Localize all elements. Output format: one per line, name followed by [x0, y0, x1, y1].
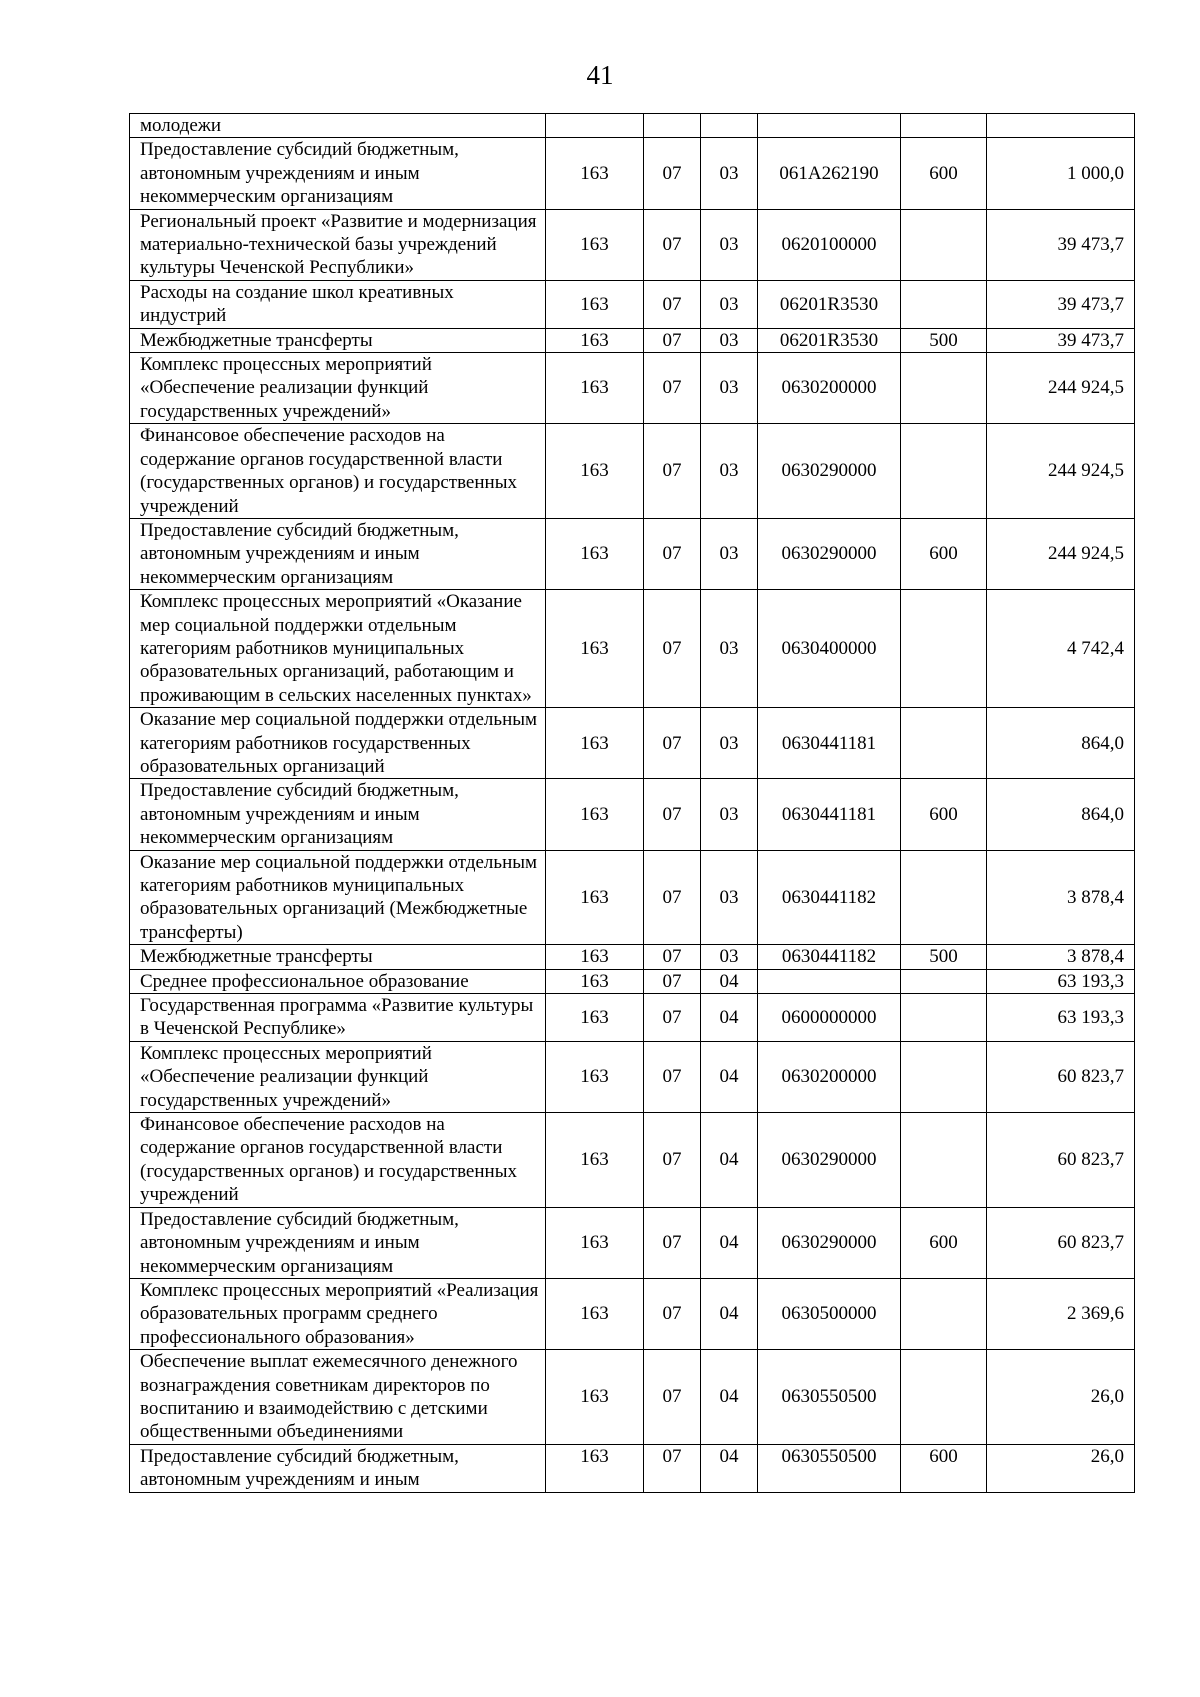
- target-article-cell: 0630200000: [758, 353, 901, 424]
- subsection-code-cell: 03: [701, 424, 758, 519]
- expense-type-cell: [901, 994, 987, 1042]
- page-number: 41: [586, 60, 614, 90]
- subsection-code-cell: 03: [701, 209, 758, 280]
- expense-type-cell: [901, 1350, 987, 1445]
- target-article-cell: 0600000000: [758, 994, 901, 1042]
- section-code-cell: 07: [644, 280, 701, 328]
- ministry-code-cell: 163: [546, 708, 644, 779]
- section-code-cell: 07: [644, 1444, 701, 1492]
- ministry-code-cell: 163: [546, 1207, 644, 1278]
- section-code-cell: 07: [644, 994, 701, 1042]
- amount-cell: 3 878,4: [987, 945, 1135, 969]
- expense-name-cell: Финансовое обеспечение расходов на содержание органов государственной власти (государственных органов) и государственных учреждений: [130, 424, 546, 519]
- table-row: [130, 1350, 1135, 1445]
- target-article-cell: 0630441181: [758, 779, 901, 850]
- expense-name-cell: Предоставление субсидий бюджетным, автономным учреждениям и иным: [130, 1444, 546, 1492]
- subsection-code-cell: 04: [701, 1444, 758, 1492]
- ministry-code-cell: 163: [546, 138, 644, 209]
- ministry-code-cell: 163: [546, 1444, 644, 1492]
- ministry-code-cell: 163: [546, 994, 644, 1042]
- ministry-code-cell: 163: [546, 590, 644, 708]
- target-article-cell: 0630290000: [758, 1207, 901, 1278]
- expense-type-cell: [901, 1278, 987, 1349]
- subsection-code-cell: 04: [701, 1041, 758, 1112]
- expense-name-cell: Оказание мер социальной поддержки отдельным категориям работников муниципальных образовательных организаций (Межбюджетные трансферты): [130, 850, 546, 945]
- ministry-code-cell: 163: [546, 945, 644, 969]
- ministry-code-cell: 163: [546, 209, 644, 280]
- expense-type-cell: [901, 1041, 987, 1112]
- subsection-code-cell: 03: [701, 708, 758, 779]
- target-article-cell: 0630441182: [758, 850, 901, 945]
- amount-cell: 26,0: [987, 1350, 1135, 1445]
- section-code-cell: 07: [644, 518, 701, 589]
- target-article-cell: 0620100000: [758, 209, 901, 280]
- expense-type-cell: 600: [901, 518, 987, 589]
- table-row: [130, 353, 1135, 424]
- table-row: [130, 1041, 1135, 1112]
- section-code-cell: 07: [644, 779, 701, 850]
- expense-name-cell: Среднее профессиональное образование: [130, 969, 546, 993]
- ministry-code-cell: 163: [546, 1278, 644, 1349]
- subsection-code-cell: 03: [701, 945, 758, 969]
- subsection-code-cell: 04: [701, 1350, 758, 1445]
- subsection-code-cell: 03: [701, 779, 758, 850]
- section-code-cell: 07: [644, 138, 701, 209]
- expense-name-cell: Оказание мер социальной поддержки отдельным категориям работников государственных образовательных организаций: [130, 708, 546, 779]
- subsection-code-cell: 03: [701, 328, 758, 352]
- table-row: [130, 518, 1135, 589]
- amount-cell: 60 823,7: [987, 1207, 1135, 1278]
- expense-type-cell: [901, 424, 987, 519]
- table-row: [130, 1113, 1135, 1208]
- table-row: [130, 945, 1135, 969]
- subsection-code-cell: 04: [701, 1207, 758, 1278]
- table-row: [130, 969, 1135, 993]
- expense-name-cell: молодежи: [130, 114, 546, 138]
- subsection-code-cell: 03: [701, 518, 758, 589]
- expense-name-cell: Предоставление субсидий бюджетным, автономным учреждениям и иным некоммерческим организациям: [130, 779, 546, 850]
- amount-cell: 63 193,3: [987, 994, 1135, 1042]
- expense-type-cell: [901, 1113, 987, 1208]
- section-code-cell: 07: [644, 353, 701, 424]
- expense-name-cell: Комплекс процессных мероприятий «Оказание мер социальной поддержки отдельным категориям работников муниципальных образовательных организаций, работающим и проживающим в сельских населенных пунктах»: [130, 590, 546, 708]
- expense-type-cell: [901, 209, 987, 280]
- ministry-code-cell: 163: [546, 328, 644, 352]
- table-row: [130, 424, 1135, 519]
- target-article-cell: 061A262190: [758, 138, 901, 209]
- expense-name-cell: Комплекс процессных мероприятий «Обеспечение реализации функций государственных учреждений»: [130, 353, 546, 424]
- amount-cell: 864,0: [987, 708, 1135, 779]
- subsection-code-cell: 04: [701, 1113, 758, 1208]
- amount-cell: 4 742,4: [987, 590, 1135, 708]
- section-code-cell: 07: [644, 328, 701, 352]
- subsection-code-cell: 04: [701, 969, 758, 993]
- section-code-cell: 07: [644, 708, 701, 779]
- section-code-cell: 07: [644, 424, 701, 519]
- expense-type-cell: [901, 708, 987, 779]
- ministry-code-cell: 163: [546, 969, 644, 993]
- section-code-cell: 07: [644, 1113, 701, 1208]
- table-row: [130, 209, 1135, 280]
- ministry-code-cell: 163: [546, 1041, 644, 1112]
- expense-name-cell: Обеспечение выплат ежемесячного денежного вознаграждения советникам директоров по воспитанию и взаимодействию с детскими общественными объединениями: [130, 1350, 546, 1445]
- table-row: [130, 850, 1135, 945]
- amount-cell: 63 193,3: [987, 969, 1135, 993]
- amount-cell: 39 473,7: [987, 209, 1135, 280]
- expense-name-cell: Предоставление субсидий бюджетным, автономным учреждениям и иным некоммерческим организациям: [130, 1207, 546, 1278]
- expense-name-cell: Предоставление субсидий бюджетным, автономным учреждениям и иным некоммерческим организациям: [130, 518, 546, 589]
- amount-cell: [987, 114, 1135, 138]
- expense-type-cell: 600: [901, 1207, 987, 1278]
- amount-cell: 60 823,7: [987, 1113, 1135, 1208]
- section-code-cell: 07: [644, 945, 701, 969]
- table-row: [130, 1278, 1135, 1349]
- target-article-cell: [758, 969, 901, 993]
- ministry-code-cell: 163: [546, 779, 644, 850]
- ministry-code-cell: 163: [546, 280, 644, 328]
- table-row: [130, 1444, 1135, 1492]
- expense-name-cell: Комплекс процессных мероприятий «Реализация образовательных программ среднего профессионального образования»: [130, 1278, 546, 1349]
- expense-type-cell: [901, 353, 987, 424]
- expense-type-cell: 500: [901, 945, 987, 969]
- table-row: [130, 1207, 1135, 1278]
- expense-type-cell: 600: [901, 1444, 987, 1492]
- section-code-cell: 07: [644, 1350, 701, 1445]
- target-article-cell: 0630290000: [758, 1113, 901, 1208]
- expense-type-cell: 600: [901, 138, 987, 209]
- target-article-cell: 06201R3530: [758, 280, 901, 328]
- budget-table: [129, 113, 1135, 1493]
- table-row: [130, 138, 1135, 209]
- amount-cell: 3 878,4: [987, 850, 1135, 945]
- subsection-code-cell: [701, 114, 758, 138]
- section-code-cell: 07: [644, 969, 701, 993]
- subsection-code-cell: 03: [701, 138, 758, 209]
- expense-type-cell: 600: [901, 779, 987, 850]
- subsection-code-cell: 03: [701, 590, 758, 708]
- subsection-code-cell: 04: [701, 1278, 758, 1349]
- target-article-cell: [758, 114, 901, 138]
- ministry-code-cell: 163: [546, 1350, 644, 1445]
- target-article-cell: 0630290000: [758, 518, 901, 589]
- expense-name-cell: Комплекс процессных мероприятий «Обеспечение реализации функций государственных учреждений»: [130, 1041, 546, 1112]
- section-code-cell: 07: [644, 209, 701, 280]
- table-row: [130, 328, 1135, 352]
- target-article-cell: 0630200000: [758, 1041, 901, 1112]
- expense-type-cell: [901, 114, 987, 138]
- section-code-cell: 07: [644, 1278, 701, 1349]
- amount-cell: 244 924,5: [987, 518, 1135, 589]
- expense-name-cell: Региональный проект «Развитие и модернизация материально-технической базы учреждений культуры Чеченской Республики»: [130, 209, 546, 280]
- expense-name-cell: Расходы на создание школ креативных индустрий: [130, 280, 546, 328]
- ministry-code-cell: 163: [546, 424, 644, 519]
- table-row: [130, 590, 1135, 708]
- table-row: [130, 779, 1135, 850]
- expense-type-cell: 500: [901, 328, 987, 352]
- section-code-cell: 07: [644, 1207, 701, 1278]
- target-article-cell: 0630550500: [758, 1350, 901, 1445]
- ministry-code-cell: [546, 114, 644, 138]
- amount-cell: 39 473,7: [987, 280, 1135, 328]
- expense-name-cell: Межбюджетные трансферты: [130, 328, 546, 352]
- ministry-code-cell: 163: [546, 850, 644, 945]
- section-code-cell: [644, 114, 701, 138]
- target-article-cell: 0630400000: [758, 590, 901, 708]
- target-article-cell: 0630550500: [758, 1444, 901, 1492]
- amount-cell: 60 823,7: [987, 1041, 1135, 1112]
- ministry-code-cell: 163: [546, 518, 644, 589]
- amount-cell: 26,0: [987, 1444, 1135, 1492]
- expense-name-cell: Межбюджетные трансферты: [130, 945, 546, 969]
- target-article-cell: 06201R3530: [758, 328, 901, 352]
- target-article-cell: 0630500000: [758, 1278, 901, 1349]
- amount-cell: 244 924,5: [987, 353, 1135, 424]
- table-row: [130, 994, 1135, 1042]
- target-article-cell: 0630290000: [758, 424, 901, 519]
- expense-type-cell: [901, 850, 987, 945]
- subsection-code-cell: 04: [701, 994, 758, 1042]
- section-code-cell: 07: [644, 590, 701, 708]
- expense-type-cell: [901, 969, 987, 993]
- expense-name-cell: Финансовое обеспечение расходов на содержание органов государственной власти (государственных органов) и государственных учреждений: [130, 1113, 546, 1208]
- section-code-cell: 07: [644, 850, 701, 945]
- expense-type-cell: [901, 280, 987, 328]
- table-row: [130, 114, 1135, 138]
- amount-cell: 864,0: [987, 779, 1135, 850]
- table-body: [130, 114, 1135, 1493]
- table-row: [130, 280, 1135, 328]
- ministry-code-cell: 163: [546, 353, 644, 424]
- section-code-cell: 07: [644, 1041, 701, 1112]
- expense-type-cell: [901, 590, 987, 708]
- amount-cell: 1 000,0: [987, 138, 1135, 209]
- expense-name-cell: Предоставление субсидий бюджетным, автономным учреждениям и иным некоммерческим организациям: [130, 138, 546, 209]
- expense-name-cell: Государственная программа «Развитие культуры в Чеченской Республике»: [130, 994, 546, 1042]
- subsection-code-cell: 03: [701, 850, 758, 945]
- amount-cell: 39 473,7: [987, 328, 1135, 352]
- amount-cell: 244 924,5: [987, 424, 1135, 519]
- target-article-cell: 0630441181: [758, 708, 901, 779]
- subsection-code-cell: 03: [701, 280, 758, 328]
- ministry-code-cell: 163: [546, 1113, 644, 1208]
- amount-cell: 2 369,6: [987, 1278, 1135, 1349]
- table-row: [130, 708, 1135, 779]
- subsection-code-cell: 03: [701, 353, 758, 424]
- target-article-cell: 0630441182: [758, 945, 901, 969]
